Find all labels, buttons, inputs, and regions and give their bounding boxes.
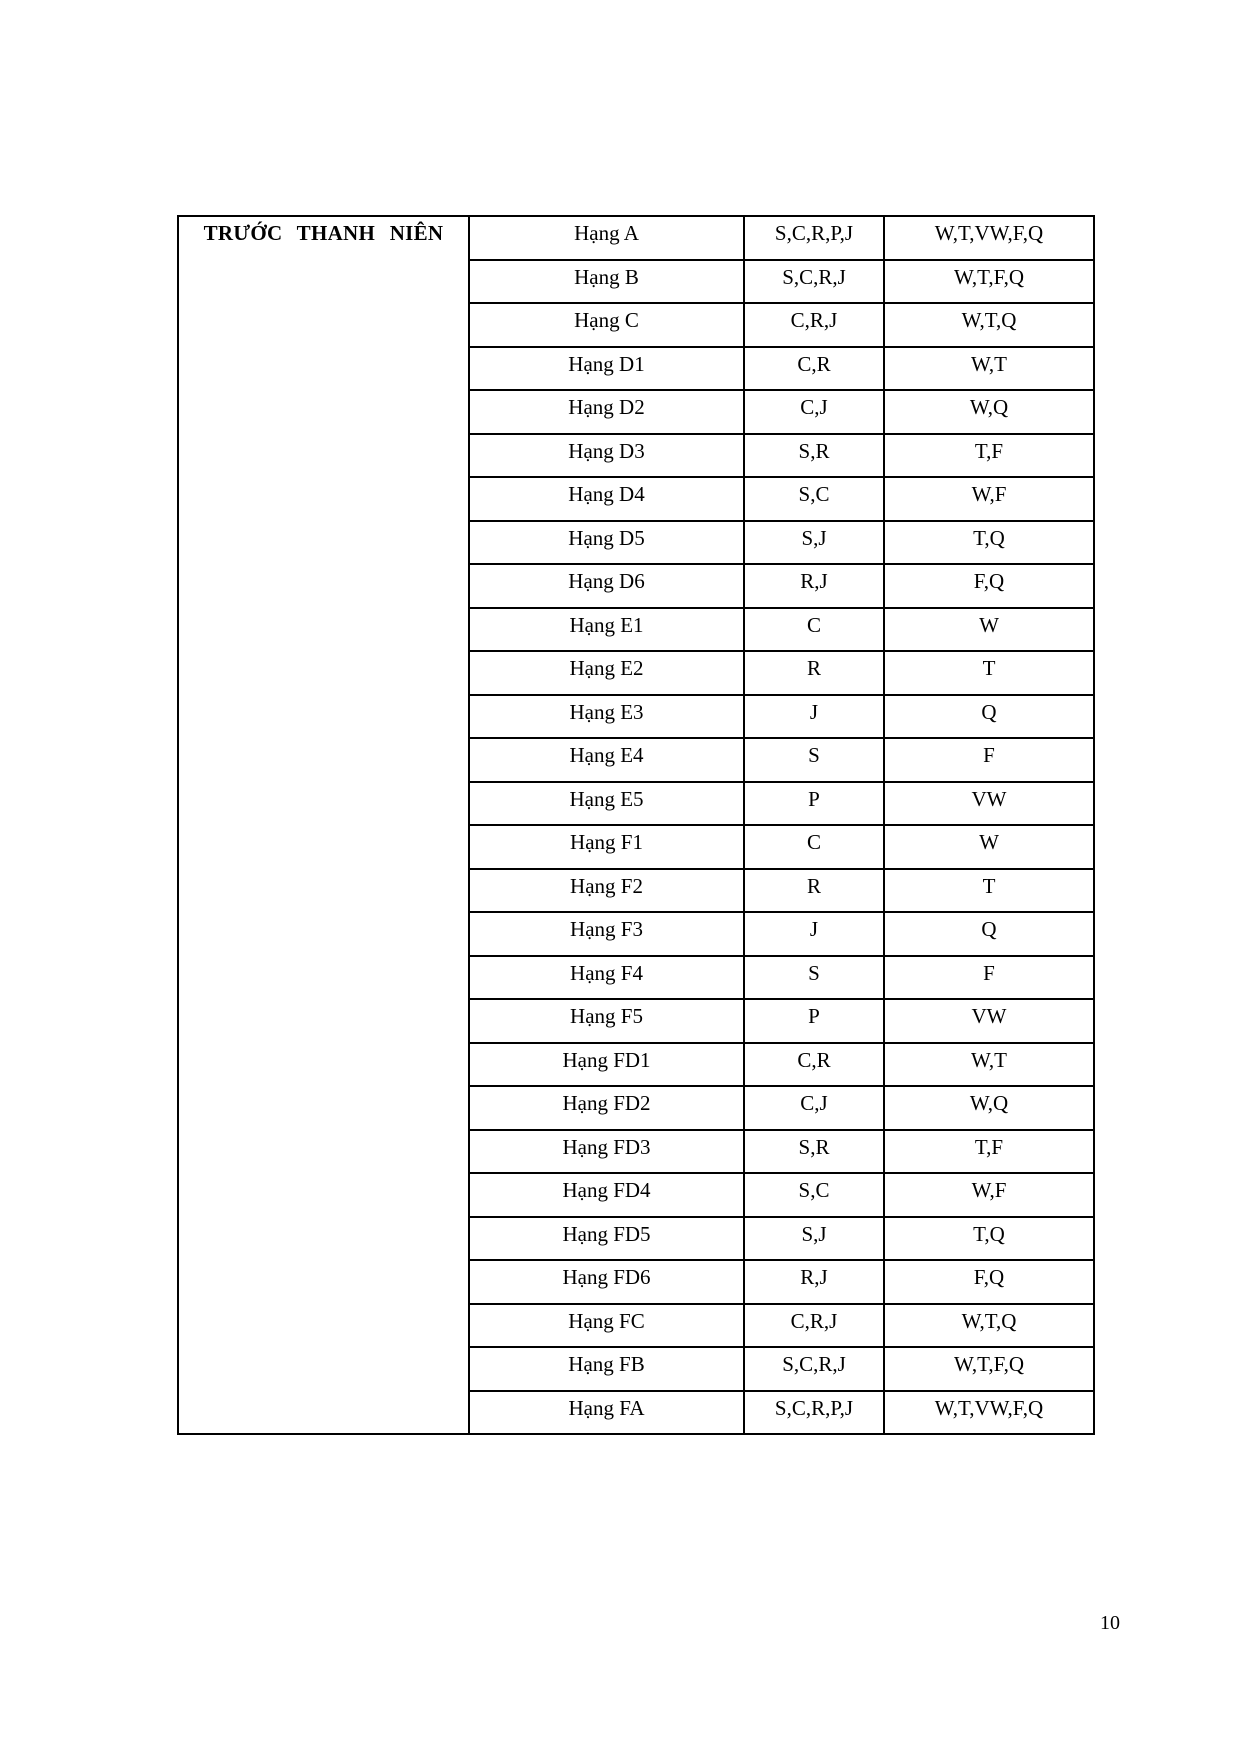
category-cell: Hạng F1 [469,825,744,869]
codes2-cell: W,T,F,Q [884,260,1094,304]
category-cell: Hạng C [469,303,744,347]
codes2-cell: F,Q [884,1260,1094,1304]
codes2-cell: T,F [884,434,1094,478]
codes2-cell: T,Q [884,1217,1094,1261]
category-cell: Hạng F5 [469,999,744,1043]
codes-cell: S,R [744,1130,884,1174]
page-number: 10 [1100,1612,1120,1634]
codes-cell: C,J [744,1086,884,1130]
codes-cell: P [744,999,884,1043]
category-cell: Hạng E5 [469,782,744,826]
codes2-cell: T [884,651,1094,695]
codes2-cell: VW [884,999,1094,1043]
codes-cell: P [744,782,884,826]
codes-cell: S,J [744,521,884,565]
category-cell: Hạng D2 [469,390,744,434]
codes2-cell: W,F [884,477,1094,521]
codes-cell: S,C [744,477,884,521]
codes2-cell: Q [884,912,1094,956]
codes2-cell: W,T,VW,F,Q [884,216,1094,260]
codes-cell: S,C [744,1173,884,1217]
category-cell: Hạng E4 [469,738,744,782]
category-cell: Hạng D3 [469,434,744,478]
classification-table [177,215,1095,1435]
codes2-cell: W,T,VW,F,Q [884,1391,1094,1435]
codes-cell: S,C,R,J [744,1347,884,1391]
codes-cell: C [744,608,884,652]
codes2-cell: W,T,Q [884,1304,1094,1348]
codes-cell: C,R,J [744,303,884,347]
codes2-cell: W,Q [884,390,1094,434]
category-cell: Hạng D6 [469,564,744,608]
category-cell: Hạng F2 [469,869,744,913]
codes-cell: R [744,869,884,913]
category-cell: Hạng D4 [469,477,744,521]
codes-cell: C,R,J [744,1304,884,1348]
codes2-cell: W,F [884,1173,1094,1217]
category-cell: Hạng E1 [469,608,744,652]
codes2-cell: W [884,825,1094,869]
codes-cell: S,C,R,P,J [744,1391,884,1435]
category-cell: Hạng FC [469,1304,744,1348]
codes-cell: S [744,738,884,782]
codes2-cell: W,T [884,347,1094,391]
category-cell: Hạng FD4 [469,1173,744,1217]
codes-cell: S [744,956,884,1000]
category-cell: Hạng B [469,260,744,304]
codes-cell: J [744,912,884,956]
codes2-cell: F,Q [884,564,1094,608]
category-cell: Hạng FD3 [469,1130,744,1174]
codes-cell: J [744,695,884,739]
category-cell: Hạng FD5 [469,1217,744,1261]
category-cell: Hạng A [469,216,744,260]
category-cell: Hạng D1 [469,347,744,391]
codes-cell: S,C,R,P,J [744,216,884,260]
category-cell: Hạng FD1 [469,1043,744,1087]
codes-cell: S,J [744,1217,884,1261]
codes2-cell: T [884,869,1094,913]
category-cell: Hạng E3 [469,695,744,739]
codes2-cell: F [884,738,1094,782]
codes-cell: S,R [744,434,884,478]
codes-cell: R [744,651,884,695]
category-cell: Hạng FD2 [469,1086,744,1130]
codes2-cell: W,T,Q [884,303,1094,347]
codes-cell: C,R [744,347,884,391]
codes-cell: C [744,825,884,869]
codes2-cell: W [884,608,1094,652]
codes-cell: C,J [744,390,884,434]
codes2-cell: T,Q [884,521,1094,565]
codes2-cell: T,F [884,1130,1094,1174]
codes2-cell: F [884,956,1094,1000]
codes-cell: R,J [744,1260,884,1304]
codes2-cell: Q [884,695,1094,739]
table-row [178,216,1094,260]
codes2-cell: W,Q [884,1086,1094,1130]
codes2-cell: VW [884,782,1094,826]
category-cell: Hạng F3 [469,912,744,956]
codes2-cell: W,T [884,1043,1094,1087]
category-cell: Hạng FB [469,1347,744,1391]
row-group-label: TRƯỚC THANH NIÊN [178,216,469,1434]
codes-cell: R,J [744,564,884,608]
codes-cell: S,C,R,J [744,260,884,304]
category-cell: Hạng E2 [469,651,744,695]
category-cell: Hạng F4 [469,956,744,1000]
category-cell: Hạng D5 [469,521,744,565]
category-cell: Hạng FD6 [469,1260,744,1304]
codes2-cell: W,T,F,Q [884,1347,1094,1391]
category-cell: Hạng FA [469,1391,744,1435]
codes-cell: C,R [744,1043,884,1087]
